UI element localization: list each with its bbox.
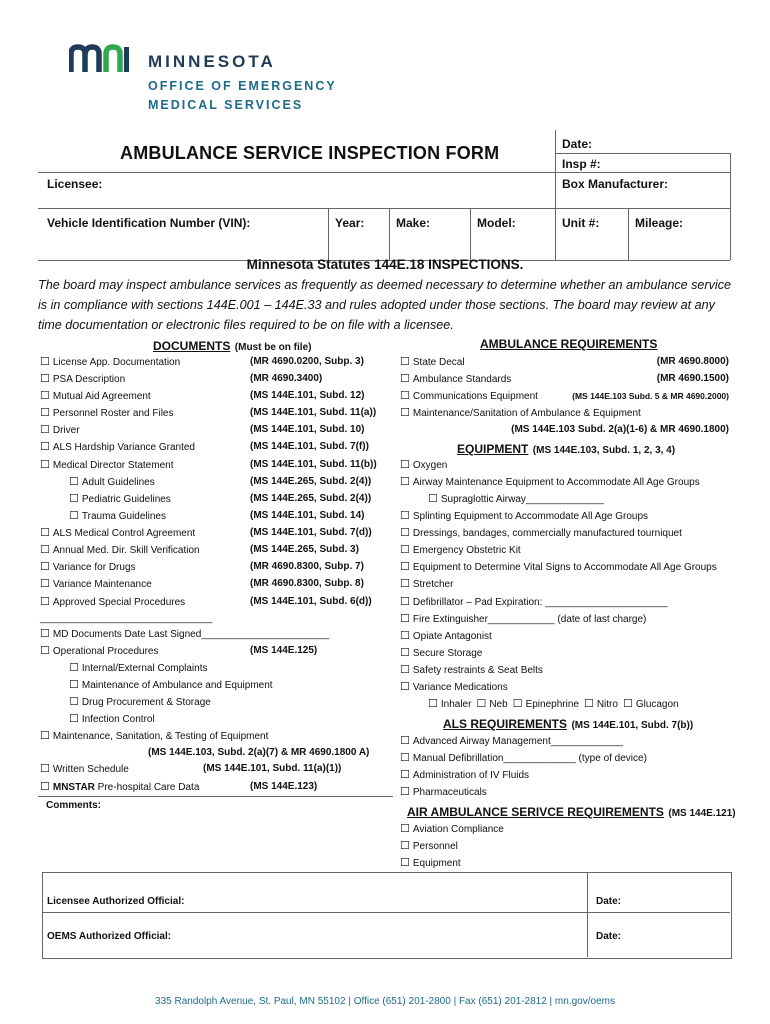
als-item [400, 769, 529, 782]
equipment-heading-text: EQUIPMENT [457, 442, 529, 456]
document-item [40, 561, 136, 574]
logo-state-name: MINNESOTA [148, 52, 276, 71]
statute-reference: (MS 144E.101, Subd. 11(b)) [250, 459, 377, 470]
equipment-item [400, 664, 543, 677]
checkbox-icon[interactable]: ☐ [400, 769, 410, 781]
document-item [40, 628, 329, 641]
document-label: Variance for Drugs [52, 562, 136, 573]
comments-label: Comments: [46, 800, 102, 811]
als-item [400, 786, 487, 799]
equipment-item [400, 510, 648, 523]
unit-label: Unit #: [562, 216, 600, 230]
statute-reference: (MS 144E.101, Subd. 7(f)) [250, 441, 369, 452]
equipment-item [400, 596, 668, 609]
statute-reference: (MR 4690.1500) [656, 373, 729, 384]
variance-option-label: Glucagon [635, 699, 679, 710]
document-item [40, 424, 80, 437]
air-ambulance-item [400, 823, 504, 836]
checkbox-icon[interactable]: ☐ [400, 527, 410, 539]
statute-title: Minnesota Statutes 144E.18 INSPECTIONS. [246, 257, 524, 272]
ambulance-requirements-heading: AMBULANCE REQUIREMENTS [480, 337, 658, 351]
document-item [40, 356, 180, 369]
statute-reference: (MR 4690.0200, Subp. 3) [250, 356, 364, 367]
document-label: PSA Description [52, 374, 126, 385]
equipment-item [400, 544, 521, 557]
document-item [40, 459, 173, 472]
document-label: Operational Procedures [52, 646, 159, 657]
equipment-item [400, 681, 508, 694]
requirement-label: State Decal [412, 357, 465, 368]
checkbox-icon[interactable]: ☐ [40, 527, 50, 539]
checkbox-icon[interactable]: ☐ [69, 713, 79, 725]
requirement-label: Communications Equipment [412, 391, 538, 402]
als-heading-note: (MS 144E.101, Subd. 7(b)) [571, 720, 694, 731]
document-label: Infection Control [81, 714, 155, 725]
checkbox-icon[interactable]: ☐ [40, 407, 50, 419]
statute-reference: (MS 144E.265, Subd. 2(4)) [250, 493, 372, 504]
als-label: Advanced Airway Management_____________ [412, 736, 624, 747]
checkbox-icon[interactable]: ☐ [40, 578, 50, 590]
checkbox-icon[interactable]: ☐ [400, 459, 410, 471]
variance-option-label: Epinephrine [525, 699, 579, 710]
equipment-item [400, 578, 453, 591]
checkbox-icon[interactable]: ☐ [40, 730, 50, 742]
checkbox-icon[interactable]: ☐ [400, 373, 410, 385]
statute-reference: (MS 144E.101, Subd. 7(d)) [250, 527, 372, 538]
document-item [40, 527, 195, 540]
checkbox-icon[interactable]: ☐ [40, 373, 50, 385]
statute-reference: (MS 144E.125) [250, 645, 318, 656]
air-label: Personnel [412, 841, 458, 852]
mn-logo-icon [69, 44, 131, 74]
equipment-heading-note: (MS 144E.103, Subd. 1, 2, 3, 4) [532, 445, 676, 456]
ambulance-requirement-item [400, 390, 538, 403]
document-label: MD Documents Date Last Signed_______________________ [52, 629, 330, 640]
variance-options [428, 698, 684, 711]
statute-reference: (MS 144E.101, Subd. 14) [250, 510, 365, 521]
checkbox-icon[interactable]: ☐ [40, 596, 50, 608]
checkbox-icon[interactable]: ☐ [40, 645, 50, 657]
mileage-label: Mileage: [635, 216, 684, 230]
als-item [400, 752, 647, 765]
document-label: Annual Med. Dir. Skill Verification [52, 545, 200, 556]
air-ambulance-heading [407, 803, 736, 821]
checkbox-icon[interactable]: ☐ [400, 561, 410, 573]
document-label: Maintenance of Ambulance and Equipment [81, 680, 273, 691]
vin-label: Vehicle Identification Number (VIN): [47, 216, 251, 230]
statute-reference: (MS 144E.101, Subd. 10) [250, 424, 365, 435]
checkbox-icon[interactable]: ☐ [428, 493, 438, 505]
checkbox-icon[interactable]: ☐ [400, 630, 410, 642]
checkbox-icon[interactable]: ☐ [69, 679, 79, 691]
document-item [40, 578, 152, 591]
document-label: Trauma Guidelines [81, 511, 166, 522]
checkbox-icon[interactable]: ☐ [400, 390, 410, 402]
document-item [69, 696, 211, 709]
requirement-label: Ambulance Standards [412, 374, 512, 385]
make-label: Make: [396, 216, 431, 230]
variance-option-label: Nitro [596, 699, 618, 710]
ambulance-requirement-item [400, 356, 465, 369]
checkbox-icon[interactable]: ☐ [40, 390, 50, 402]
checkbox-icon[interactable]: ☐ [400, 356, 410, 368]
requirement-label: Maintenance/Sanitation of Ambulance & Equipment [412, 408, 641, 419]
document-label: License App. Documentation [52, 357, 181, 368]
document-item [40, 613, 212, 625]
document-item [69, 662, 208, 675]
als-label: Manual Defibrillation_____________ (type of device) [412, 753, 647, 764]
variance-option-label: Neb [489, 699, 508, 710]
document-item [69, 493, 171, 506]
checkbox-icon[interactable]: ☐ [40, 763, 50, 775]
checkbox-icon[interactable]: ☐ [622, 698, 633, 710]
document-item [40, 390, 151, 403]
document-label: Maintenance, Sanitation, & Testing of Equipment [52, 731, 269, 742]
logo-office-line2: MEDICAL SERVICES [148, 98, 304, 112]
document-item [69, 713, 155, 726]
document-item [40, 373, 125, 386]
als-heading-text: ALS REQUIREMENTS [443, 717, 568, 731]
checkbox-icon[interactable]: ☐ [40, 459, 50, 471]
checkbox-icon[interactable]: ☐ [400, 857, 410, 869]
checkbox-icon[interactable]: ☐ [69, 476, 79, 488]
insp-label: Insp #: [562, 157, 601, 171]
document-label: Adult Guidelines [81, 477, 155, 488]
equipment-heading [457, 440, 675, 458]
statute-reference: (MS 144E.123) [250, 781, 318, 792]
licensee-date-label: Date: [596, 896, 622, 907]
checkbox-icon[interactable]: ☐ [476, 698, 487, 710]
signature-box [42, 872, 732, 959]
air-ambulance-item [400, 840, 458, 853]
checkbox-icon[interactable]: ☐ [40, 561, 50, 573]
statute-reference: (MS 144E.101, Subd. 6(d)) [250, 596, 372, 607]
equipment-item [400, 476, 700, 489]
air-label: Equipment [412, 858, 461, 869]
equipment-label: Oxygen [412, 460, 448, 471]
document-item [40, 781, 199, 794]
ambulance-requirement-item [400, 407, 641, 420]
document-item [69, 476, 155, 489]
document-item [40, 407, 174, 420]
checkbox-icon[interactable]: ☐ [400, 544, 410, 556]
document-label: ALS Medical Control Agreement [52, 528, 196, 539]
statute-reference: (MS 144E.103 Subd. 2(a)(1-6) & MR 4690.1800) [511, 424, 729, 435]
checkbox-icon[interactable]: ☐ [400, 735, 410, 747]
document-label: Approved Special Procedures [52, 597, 186, 608]
checkbox-icon[interactable]: ☐ [400, 681, 410, 693]
checkbox-icon[interactable]: ☐ [40, 628, 50, 640]
statute-reference: (MS 144E.265, Subd. 2(4)) [250, 476, 372, 487]
equipment-label: Secure Storage [412, 648, 483, 659]
document-label: _______________________________ [40, 613, 213, 624]
checkbox-icon[interactable]: ☐ [400, 476, 410, 488]
checkbox-icon[interactable]: ☐ [40, 781, 50, 793]
checkbox-icon[interactable]: ☐ [40, 424, 50, 436]
checkbox-icon[interactable]: ☐ [400, 647, 410, 659]
air-label: Aviation Compliance [412, 824, 504, 835]
equipment-label: Supraglottic Airway______________ [440, 494, 604, 505]
licensee-label: Licensee: [47, 177, 103, 191]
checkbox-icon[interactable]: ☐ [400, 578, 410, 590]
statute-reference: (MS 144E.103 Subd. 5 & MR 4690.2000) [572, 391, 729, 401]
als-item [400, 735, 623, 748]
equipment-item [400, 527, 682, 540]
air-ambulance-item [400, 857, 461, 870]
document-item [69, 679, 273, 692]
document-label: Personnel Roster and Files [52, 408, 174, 419]
checkbox-icon[interactable]: ☐ [400, 664, 410, 676]
equipment-item [400, 647, 482, 660]
equipment-label: Variance Medications [412, 682, 508, 693]
statute-text: The board may inspect ambulance services as frequently as deemed necessary to determine whether an ambulance service is in compliance with sections 144E.001 – 144E.33 and rules adopted under those sections. The board may review at any time documentation or electronic files required to be on file with a licensee. [38, 278, 732, 332]
document-item [40, 441, 195, 454]
checkbox-icon[interactable]: ☐ [400, 407, 410, 419]
document-label: Driver [52, 425, 80, 436]
air-ambulance-heading-note: (MS 144E.121) [668, 808, 736, 819]
variance-option-label: Inhaler [440, 699, 472, 710]
equipment-label: Fire Extinguisher____________ (date of last charge) [412, 614, 647, 625]
equipment-label: Stretcher [412, 579, 454, 590]
document-item [69, 510, 166, 523]
equipment-item [400, 613, 646, 626]
checkbox-icon[interactable]: ☐ [69, 696, 79, 708]
model-label: Model: [477, 216, 516, 230]
statute-reference: (MS 144E.101, Subd. 11(a)(1)) [203, 763, 342, 774]
document-label: Variance Maintenance [52, 579, 152, 590]
document-item [40, 544, 200, 557]
statute-reference: (MS 144E.265, Subd. 3) [250, 544, 359, 555]
equipment-label: Splinting Equipment to Accommodate All Age Groups [412, 511, 649, 522]
oems-date-label: Date: [596, 931, 622, 942]
checkbox-icon[interactable]: ☐ [69, 510, 79, 522]
equipment-label: Defibrillator – Pad Expiration: ______________________ [412, 597, 668, 608]
document-label: Medical Director Statement [52, 460, 174, 471]
document-label: Drug Procurement & Storage [81, 697, 211, 708]
year-label: Year: [335, 216, 365, 230]
checkbox-icon[interactable]: ☐ [40, 441, 50, 453]
document-item [40, 730, 268, 743]
ambulance-requirement-item [400, 373, 511, 386]
oems-official-label: OEMS Authorized Official: [47, 931, 172, 942]
checkbox-icon[interactable]: ☐ [400, 786, 410, 798]
document-item [40, 763, 129, 776]
equipment-item [400, 630, 492, 643]
checkbox-icon[interactable]: ☐ [400, 752, 410, 764]
checkbox-icon[interactable]: ☐ [428, 698, 438, 710]
equipment-label: Equipment to Determine Vital Signs to Accommodate All Age Groups [412, 562, 717, 573]
statute-reference: (MS 144E.101, Subd. 12) [250, 390, 365, 401]
air-ambulance-heading-text: AIR AMBULANCE SERIVCE REQUIREMENTS [407, 805, 664, 819]
equipment-item [400, 561, 717, 574]
footer-contact: 335 Randolph Avenue, St. Paul, MN 55102 | Office (651) 201-2800 | Fax (651) 201-2812 | mn.gov/oems [155, 996, 615, 1007]
checkbox-icon[interactable]: ☐ [583, 698, 594, 710]
statute-reference: (MR 4690.8000) [656, 356, 729, 367]
document-label: MNSTAR Pre-hospital Care Data [52, 782, 200, 793]
checkbox-icon[interactable]: ☐ [69, 493, 79, 505]
equipment-label: Airway Maintenance Equipment to Accommodate All Age Groups [412, 477, 700, 488]
document-label: Written Schedule [52, 764, 129, 775]
statute-reference: (MR 4690.3400) [250, 373, 323, 384]
box-manufacturer-label: Box Manufacturer: [562, 177, 669, 191]
checkbox-icon[interactable]: ☐ [400, 596, 410, 608]
statute-reference: (MS 144E.101, Subd. 11(a)) [250, 407, 377, 418]
checkbox-icon[interactable]: ☐ [69, 662, 79, 674]
equipment-label: Safety restraints & Seat Belts [412, 665, 543, 676]
comments-field[interactable] [40, 812, 393, 870]
statute-reference: (MR 4690.8300, Subp. 7) [250, 561, 364, 572]
licensee-official-label: Licensee Authorized Official: [47, 896, 185, 907]
statute-reference: (MR 4690.8300, Subp. 8) [250, 578, 364, 589]
als-label: Pharmaceuticals [412, 787, 487, 798]
document-label: ALS Hardship Variance Granted [52, 442, 195, 453]
equipment-label: Opiate Antagonist [412, 631, 492, 642]
document-item [40, 645, 159, 658]
checkbox-icon[interactable]: ☐ [512, 698, 523, 710]
statute-reference: (MS 144E.103, Subd. 2(a)(7) & MR 4690.1800 A) [148, 747, 370, 758]
equipment-item [400, 459, 447, 472]
equipment-item [428, 493, 604, 506]
checkbox-icon[interactable]: ☐ [40, 544, 50, 556]
documents-heading: DOCUMENTS (Must be on file) [153, 339, 312, 353]
checkbox-icon[interactable]: ☐ [400, 510, 410, 522]
equipment-label: Dressings, bandages, commercially manufactured tourniquet [412, 528, 682, 539]
logo-office-line1: OFFICE OF EMERGENCY [148, 79, 337, 93]
document-label: Internal/External Complaints [81, 663, 208, 674]
checkbox-icon[interactable]: ☐ [400, 823, 410, 835]
als-label: Administration of IV Fluids [412, 770, 530, 781]
equipment-label: Emergency Obstetric Kit [412, 545, 521, 556]
document-item [40, 596, 185, 609]
document-label: Pediatric Guidelines [81, 494, 171, 505]
document-label: Mutual Aid Agreement [52, 391, 151, 402]
form-title: AMBULANCE SERVICE INSPECTION FORM [120, 143, 500, 163]
checkbox-icon[interactable]: ☐ [40, 356, 50, 368]
als-heading [443, 715, 693, 733]
checkbox-icon[interactable]: ☐ [400, 840, 410, 852]
checkbox-icon[interactable]: ☐ [400, 613, 410, 625]
date-label: Date: [562, 137, 593, 151]
